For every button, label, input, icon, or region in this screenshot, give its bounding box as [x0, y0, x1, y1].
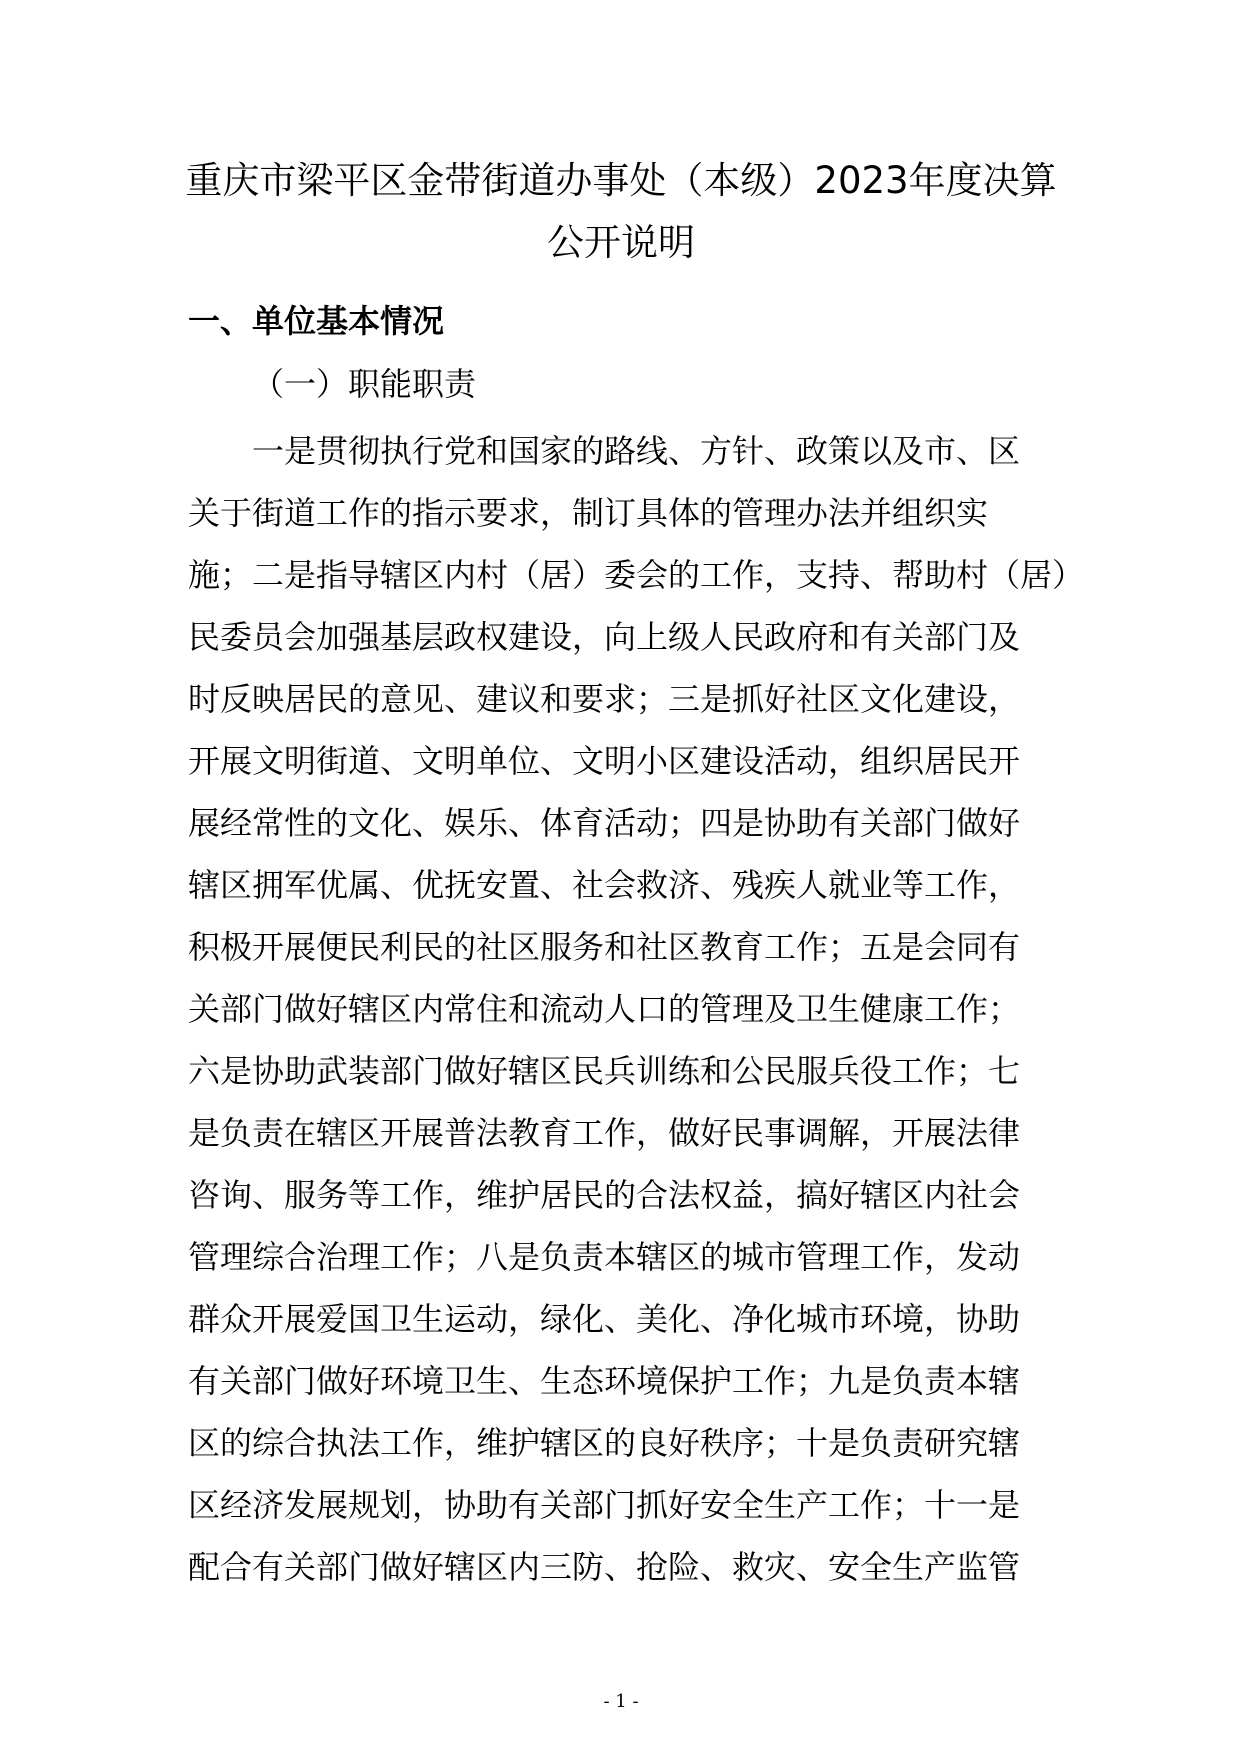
document-title: [180, 150, 1062, 274]
paragraph-line: 展经常性的文化、娱乐、体育活动；四是协助有关部门做好: [188, 804, 1021, 842]
section-heading-basic-info: 一、单位基本情况: [188, 302, 445, 340]
functions-paragraph: [188, 420, 1085, 1598]
paragraph-line: 管理综合治理工作；八是负责本辖区的城市管理工作，发动: [188, 1238, 1021, 1276]
paragraph-line: 开展文明街道、文明单位、文明小区建设活动，组织居民开: [188, 742, 1021, 780]
paragraph-line: 施；二是指导辖区内村（居）委会的工作，支持、帮助村（居）: [188, 556, 1085, 594]
paragraph-line: 咨询、服务等工作，维护居民的合法权益，搞好辖区内社会: [188, 1176, 1021, 1214]
paragraph-line: 民委员会加强基层政权建设，向上级人民政府和有关部门及: [188, 618, 1021, 656]
document-title-line-2: 公开说明: [547, 221, 695, 264]
paragraph-line: 有关部门做好环境卫生、生态环境保护工作；九是负责本辖: [188, 1362, 1021, 1400]
paragraph-line: 一是贯彻执行党和国家的路线、方针、政策以及市、区: [252, 432, 1021, 470]
document-title-line-1: 重庆市梁平区金带街道办事处（本级）2023年度决算: [185, 159, 1057, 202]
subsection-heading-functions: （一）职能职责: [252, 365, 477, 403]
paragraph-line: 区经济发展规划，协助有关部门抓好安全生产工作；十一是: [188, 1486, 1021, 1524]
paragraph-line: 积极开展便民利民的社区服务和社区教育工作；五是会同有: [188, 928, 1021, 966]
paragraph-line: 六是协助武装部门做好辖区民兵训练和公民服兵役工作；七: [188, 1052, 1021, 1090]
paragraph-line: 关于街道工作的指示要求，制订具体的管理办法并组织实: [188, 494, 989, 532]
paragraph-line: 辖区拥军优属、优抚安置、社会救济、残疾人就业等工作，: [188, 866, 1021, 904]
paragraph-line: 区的综合执法工作，维护辖区的良好秩序；十是负责研究辖: [188, 1424, 1021, 1462]
paragraph-line: 群众开展爱国卫生运动，绿化、美化、净化城市环境，协助: [188, 1300, 1021, 1338]
paragraph-line: 配合有关部门做好辖区内三防、抢险、救灾、安全生产监管: [188, 1548, 1021, 1586]
paragraph-line: 关部门做好辖区内常住和流动人口的管理及卫生健康工作；: [188, 990, 1021, 1028]
paragraph-line: 时反映居民的意见、建议和要求；三是抓好社区文化建设，: [188, 680, 1021, 718]
page-number: - 1 -: [603, 1691, 639, 1712]
paragraph-line: 是负责在辖区开展普法教育工作，做好民事调解，开展法律: [188, 1114, 1021, 1152]
